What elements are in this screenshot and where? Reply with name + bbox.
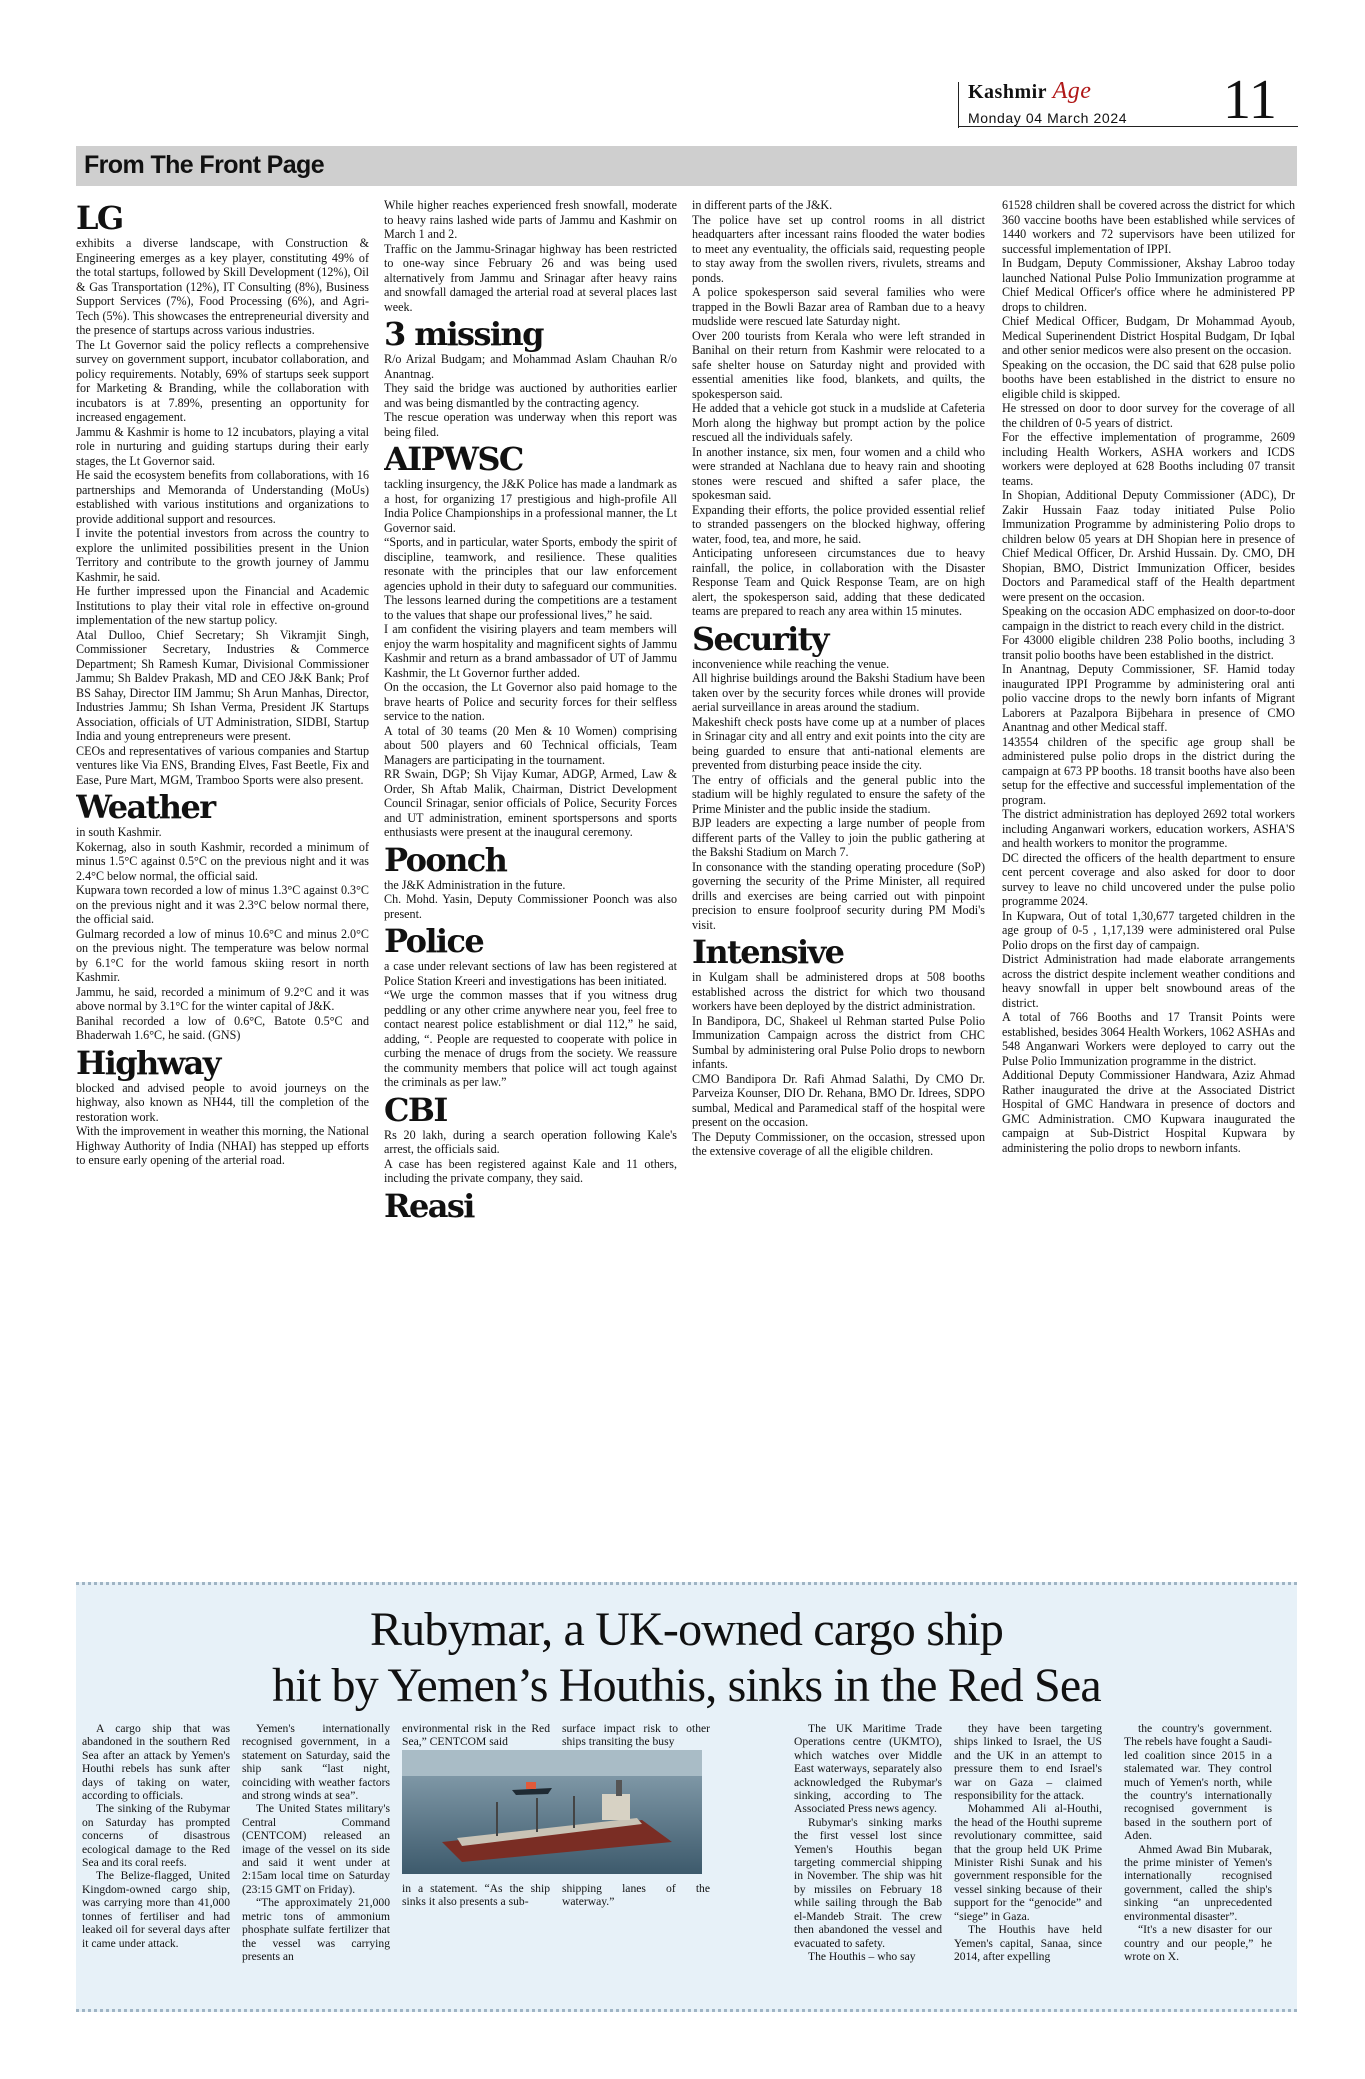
paragraph: Jammu & Kashmir is home to 12 incubators, playing a vital role in nurturing and guiding startups during their early stages, the Lt Governor said. xyxy=(76,424,369,468)
paragraph: Over 200 tourists from Kerala who were left stranded in Banihal on their return from Kashmir were relocated to a safe shelter house on Saturday night and provided with essential amenities like food, blankets, and quilts, the spokesperson said. xyxy=(692,328,985,401)
paragraph: Additional Deputy Commissioner Handwara, Aziz Ahmad Rather inaugurated the drive at the Associated District Hospital of GMC Handwara in presence of doctors and GMC Administration. CMO Kupwara inaugurated the campaign at Sub-District Hospital Kupwara by administering the polio drops to newborn infants. xyxy=(1002,1068,1295,1155)
feature-column-3-top: environmental risk in the Red Sea,” CENTCOM said xyxy=(402,1722,550,1749)
paragraph: The Lt Governor said the policy reflects a comprehensive survey on government support, incubator collaboration, and policy requirements. Notably, 69% of startups seek support for Marketing & Branding, while the collaboration with incubators is at 7.89%, presenting an opportunity for increased engagement. xyxy=(76,337,369,424)
paragraph: A police spokesperson said several families who were trapped in the Bowli Bazar area of Ramban due to a heavy mudslide were rescued late Saturday night. xyxy=(692,285,985,328)
paragraph: On the occasion, the Lt Governor also paid homage to the brave hearts of Police and security forces for their selfless service to the nation. xyxy=(384,680,677,723)
paragraph: He added that a vehicle got stuck in a mudslide at Cafeteria Morh along the highway but prompt action by the police rescued all the individuals safely. xyxy=(692,401,985,444)
paragraph: The police have set up control rooms in all district headquarters after incessant rains flooded the water bodies to meet any eventuality, the officials said, requesting people to stay away from the swollen rivers, rivulets, streams and ponds. xyxy=(692,212,985,285)
paragraph: in Kulgam shall be administered drops at 508 booths established across the district for which two thousand workers have been deployed by the district administration. xyxy=(692,970,985,1013)
story-heading-poonch: Poonch xyxy=(384,840,507,879)
story-heading-3-missing: 3 missing xyxy=(384,315,543,353)
paragraph: blocked and advised people to avoid journeys on the highway, also known as NH44, till the completion of the restoration work. xyxy=(76,1080,369,1124)
feature-column-5 xyxy=(794,1722,942,1997)
paragraph: Jammu, he said, recorded a minimum of 9.2°C and it was above normal by 3.1°C for the winter capital of J&K. xyxy=(76,984,369,1013)
paragraph: CMO Bandipora Dr. Rafi Ahmad Salathi, Dy CMO Dr. Parveiza Kounser, DIO Dr. Rehana, BMO Dr. Idrees, SDPO sumbal, Medical and Paramedical staff of the hospital were present on the occasion. xyxy=(692,1071,985,1129)
story-heading-lg: LG xyxy=(76,199,123,237)
paragraph: “We urge the common masses that if you witness drug peddling or any other crime anywhere near you, feel free to contact nearest police establishment or dial 112,” he said, adding, “. People are requested to cooperate with police in curbing the menace of drugs from the society. We reassure the community members that police will act tough against the criminals as per law.” xyxy=(384,988,677,1089)
story-heading-cbi: CBI xyxy=(384,1090,447,1129)
dotted-rule-top xyxy=(76,1582,1297,1588)
paragraph: A case has been registered against Kale and 11 others, including the private company, they said. xyxy=(384,1156,677,1185)
paragraph: All highrise buildings around the Bakshi Stadium have been taken over by the security forces while drones will provide aerial surveillance in areas around the stadium. xyxy=(692,671,985,714)
paragraph: Makeshift check posts have come up at a number of places in Srinagar city and all entry and exit points into the city are being guarded to ensure that anti-national elements are prevented from disturbing peace inside the city. xyxy=(692,714,985,772)
paragraph: District Administration had made elaborate arrangements across the district despite inclement weather conditions and heavy snowfall in upper belt snowbound areas of the district. xyxy=(1002,952,1295,1010)
paragraph: I am confident the visiring players and team members will enjoy the warm hospitality and magnificent sights of Jammu Kashmir and return as a brand ambassador of UT of Jammu Kashmir, the Lt Governor further added. xyxy=(384,622,677,680)
issue-date: Monday 04 March 2024 xyxy=(968,110,1128,126)
paragraph: BJP leaders are expecting a large number of people from different parts of the Valley to join the public gathering at the Bakshi Stadium on March 7. xyxy=(692,816,985,859)
paragraph: The UK Maritime Trade Operations centre (UKMTO), which watches over Middle East waterways, separately also acknowledged the Rubymar's sinking, according to The Associated Press news agency. xyxy=(794,1722,942,1816)
logo-age: Age xyxy=(1052,78,1092,104)
paragraph: The Houthis have held Yemen's capital, Sanaa, since 2014, after expelling xyxy=(954,1923,1102,1963)
paragraph: They said the bridge was auctioned by authorities earlier and was being dismantled by the contracting agency. xyxy=(384,381,677,410)
paragraph: CEOs and representatives of various companies and Startup ventures like Via ENS, Branding Elves, Fast Beetle, Fix and Ease, Pure Mart, MGM, Tramboo Sports were also present. xyxy=(76,743,369,787)
feature-column-1 xyxy=(82,1722,230,1997)
paragraph: Chief Medical Officer, Budgam, Dr Mohammad Ayoub, Medical Superinendent District Hospital Budgam, Dr Iqbal and other senior medicos were also present on the occasion. xyxy=(1002,314,1295,357)
dotted-rule-bottom xyxy=(76,2006,1297,2012)
paragraph: inconvenience while reaching the venue. xyxy=(692,656,890,671)
paragraph: The United States military's Central Command (CENTCOM) released an image of the vessel on its side and said it went under at 2:15am local time on Saturday (23:15 GMT on Friday). xyxy=(242,1802,390,1896)
paragraph: R/o Arizal Budgam; and Mohammad Aslam Chauhan R/o Anantnag. xyxy=(384,352,677,381)
paragraph: DC directed the officers of the health department to ensure cent percent coverage and also asked for door to door survey to leave no child uncovered under the pulse polio programme 2024. xyxy=(1002,850,1295,908)
paragraph: Ch. Mohd. Yasin, Deputy Commissioner Poonch was also present. xyxy=(384,892,677,921)
paragraph: Kokernag, also in south Kashmir, recorded a minimum of minus 1.5°C against 0.5°C on the previous night and it was 2.4°C below normal, the official said. xyxy=(76,839,369,883)
paragraph: In consonance with the standing operating procedure (SoP) governing the security of the Prime Minister, all required drills and exercises are being carried out with pinpoint precision to ensure foolproof security during PM Modi's visit. xyxy=(692,859,985,932)
feature-headline xyxy=(76,1602,1297,1714)
section-title: From The Front Page xyxy=(84,151,325,179)
paragraph: He further impressed upon the Financial and Academic Institutions to play their vital role in effective on-ground implementation of the new startup policy. xyxy=(76,584,369,627)
paragraph: Gulmarg recorded a low of minus 10.6°C and minus 2.0°C on the previous night. The temperature was below normal by 6.1°C for the world famous skiing resort in north Kashmir. xyxy=(76,926,369,984)
newspaper-logo xyxy=(968,78,1091,105)
paragraph: The entry of officials and the general public into the stadium will be highly regulated to ensure the safety of the Prime Minister and the public inside the stadium. xyxy=(692,772,985,816)
article-column-4 xyxy=(1002,198,1295,1553)
paragraph: He said the ecosystem benefits from collaborations, with 16 partnerships and Memoranda of Understanding (MoUs) established with various institutions and organizations to provide additional support and resources. xyxy=(76,468,369,526)
paragraph: they have been targeting ships linked to Israel, the US and the UK in an attempt to pressure them to end Israel's war on Gaza – claimed responsibility for the attack. xyxy=(954,1722,1102,1803)
ship-image xyxy=(402,1750,702,1874)
article-column-1 xyxy=(76,198,369,1553)
feature-story-box xyxy=(76,1582,1297,2012)
paragraph: The district administration has deployed 2692 total workers including Anganwari workers, education workers, ASHA'S and health workers to monitor the programme. xyxy=(1002,807,1295,850)
masthead-divider xyxy=(958,82,959,128)
headline-line-2: hit by Yemen’s Houthis, sinks in the Red Sea xyxy=(272,1659,1101,1712)
paragraph: With the improvement in weather this morning, the National Highway Authority of India (NHAI) has stepped up efforts to ensure early opening of the arterial road. xyxy=(76,1124,369,1167)
paragraph: Mohammed Ali al-Houthi, the head of the Houthi supreme revolutionary committee, said that the group held UK Prime Minister Rishi Sunak and his government responsible for the vessel sinking because of their support for the “genocide” and “siege” in Gaza. xyxy=(954,1802,1102,1923)
paragraph: I invite the potential investors from across the country to explore the unlimited possibilities present in the Union Territory and contribute to the growth journey of Jammu Kashmir, he said. xyxy=(76,526,369,584)
story-heading-police: Police xyxy=(384,922,484,960)
feature-column-7 xyxy=(1124,1722,1272,1997)
paragraph: Speaking on the occasion ADC emphasized on door-to-door campaign in the district to reach every child in the district. xyxy=(1002,604,1295,633)
paragraph: the J&K Administration in the future. xyxy=(384,877,566,892)
paragraph: 143554 children of the specific age group shall be administered pulse polio drops in the district during the campaign at 673 PP booths. 18 transit booths have also been setup for the effective and successful implementation of the program. xyxy=(1002,734,1295,807)
article-column-2 xyxy=(384,198,677,1553)
paragraph: tackling insurgency, the J&K Police has made a landmark as a host, for organizing 17 prestigious and high-profile All India Police Championships in a professional manner, the Lt Governor said. xyxy=(384,477,677,535)
story-heading-security: Security xyxy=(692,619,828,658)
paragraph: The Deputy Commissioner, on the occasion, stressed upon the extensive coverage of all the eligible children. xyxy=(692,1129,985,1158)
paragraph: exhibits a diverse landscape, with Construction & Engineering emerges as a key player, constituting 49% of the total startups, followed by Skill Development (12%), Oil & Gas Transportation (12%), IT Consulting (8%), Business Support Services (7%), Food Processing (6%), and Agri-Tech (5%). This showcases the entrepreneurial diversity and the presence of startups across various industries. xyxy=(76,236,369,337)
paragraph: The Belize-flagged, United Kingdom-owned cargo ship, was carrying more than 41,000 tonnes of fertiliser and had leaked oil for several days after it came under attack. xyxy=(82,1869,230,1950)
story-heading-weather: Weather xyxy=(76,788,215,826)
headline-line-1: Rubymar, a UK-owned cargo ship xyxy=(369,1603,1004,1656)
paragraph: In Shopian, Additional Deputy Commissioner (ADC), Dr Zakir Hussain Faaz today initiated Pulse Polio Immunization Programme by administering Polio drops to children below 05 years at DH Shopian here in presence of Chief Medical Officer, Dr. Arshid Hussain. Dy. CMO, DH Shopian, BMO, District Immunization Officer, besides Doctors and Paramedical staff of the Health department were present on the occasion. xyxy=(1002,488,1295,604)
paragraph: In Bandipora, DC, Shakeel ul Rehman started Pulse Polio Immunization Campaign across the district from CHC Sumbal by administering oral Pulse Polio drops to newborn infants. xyxy=(692,1013,985,1071)
paragraph: While higher reaches experienced fresh snowfall, moderate to heavy rains lashed wide parts of Jammu and Kashmir on March 1 and 2. xyxy=(384,198,677,241)
paragraph: Expanding their efforts, the police provided essential relief to stranded passengers on the blocked highway, offering water, food, tea, and more, he said. xyxy=(692,502,985,546)
paragraph: In Kupwara, Out of total 1,30,677 targeted children in the age group of 0-5 , 1,17,139 were administered oral Pulse Polio drops on the first day of campaign. xyxy=(1002,908,1295,952)
paragraph: The rescue operation was underway when this report was being filed. xyxy=(384,410,677,439)
paragraph: “The approximately 21,000 metric tons of ammonium phosphate sulfate fertilizer that the vessel was carrying presents an xyxy=(242,1896,390,1963)
story-heading-intensive: Intensive xyxy=(692,933,844,971)
paragraph: “It's a new disaster for our country and our people,” he wrote on X. xyxy=(1124,1923,1272,1963)
page-number: 11 xyxy=(1223,69,1277,131)
paragraph: For 43000 eligible children 238 Polio booths, including 3 transit polio booths have been established in the district. xyxy=(1002,633,1295,662)
paragraph: Ahmed Awad Bin Mubarak, the prime minister of Yemen's internationally recognised government, called the ship's sinking “an unprecedented environmental disaster”. xyxy=(1124,1842,1272,1923)
section-header xyxy=(76,146,1297,186)
paragraph: Anticipating unforeseen circumstances due to heavy rainfall, the police, in collaboration with the Disaster Response Team and Quick Response Team, are on high alert, the spokesperson said, adding that these dedicated teams are prepared to reach any area within 15 minutes. xyxy=(692,546,985,618)
paragraph: RR Swain, DGP; Sh Vijay Kumar, ADGP, Armed, Law & Order, Sh Aftab Malik, Chairman, District Development Council Srinagar, senior officials of Police, Security Forces and UT administration, eminent sportspersons and sports enthusiasts were present at the inaugural ceremony. xyxy=(384,767,677,839)
feature-column-3-bottom: in a statement. “As the ship sinks it also presents a sub- xyxy=(402,1882,550,1909)
story-heading-reasi: Reasi xyxy=(384,1186,474,1225)
story-heading-highway: Highway xyxy=(76,1043,220,1082)
feature-column-4-top: surface impact risk to other ships transiting the busy xyxy=(562,1722,710,1749)
paragraph: Kupwara town recorded a low of minus 1.3°C against 0.3°C on the previous night and it was 2.3°C below normal there, the official said. xyxy=(76,883,369,926)
feature-column-2 xyxy=(242,1722,390,1997)
feature-column-4-bottom: shipping lanes of the waterway.” xyxy=(562,1882,710,1909)
paragraph: in different parts of the J&K. xyxy=(692,198,833,212)
paragraph: 61528 children shall be covered across the district for which 360 vaccine booths have been established while services of 1440 workers and 72 supervisors have been utilized for successful implementation of IPPI. xyxy=(1002,198,1295,256)
logo-kashmir: Kashmir xyxy=(968,81,1048,103)
paragraph: For the effective implementation of programme, 2609 including Health Workers, ASHA workers and ICDS workers were deployed at 628 Booths including 07 transit teams. xyxy=(1002,430,1295,488)
paragraph: He stressed on door to door survey for the coverage of all the children of 0-5 years of district. xyxy=(1002,401,1295,430)
paragraph: a case under relevant sections of law has been registered at Police Station Kreeri and investigations has been initiated. xyxy=(384,959,677,988)
paragraph: In another instance, six men, four women and a child who were stranded at Nachlana due to heavy rain and shooting stones were rescued and shifted a safer place, the spokesman said. xyxy=(692,444,985,502)
paragraph: Banihal recorded a low of 0.6°C, Batote 0.5°C and Bhaderwah 1.6°C, he said. (GNS) xyxy=(76,1013,369,1042)
paragraph: “Sports, and in particular, water Sports, embody the spirit of discipline, teamwork, and resilience. These qualities resonate with the principles that our law enforcement agencies uphold in their duty to safeguard our communities. The lessons learned during the competitions are a testament to the values that shape our professional lives,” he said. xyxy=(384,535,677,622)
paragraph: Rubymar's sinking marks the first vessel lost since Yemen's Houthis began targeting commercial shipping in November. The ship was hit by missiles on February 18 while sailing through the Bab el-Mandeb Strait. The crew then abandoned the vessel and evacuated to safety. xyxy=(794,1815,942,1950)
paragraph: The sinking of the Rubymar on Saturday has prompted concerns of disastrous ecological damage to the Red Sea and its coral reefs. xyxy=(82,1802,230,1870)
paragraph: A total of 30 teams (20 Men & 10 Women) comprising about 500 players and 60 Technical officials, Team Managers are participating in the tournament. xyxy=(384,723,677,767)
paragraph: The Houthis – who say xyxy=(808,1949,916,1963)
paragraph: Yemen's internationally recognised government, in a statement on Saturday, said the ship sank “last night, coinciding with weather factors and strong winds at sea”. xyxy=(242,1722,390,1803)
paragraph: In Budgam, Deputy Commissioner, Akshay Labroo today launched National Pulse Polio Immunization programme at Chief Medical Officer's office where he administered PP drops to children. xyxy=(1002,256,1295,314)
paragraph: A total of 766 Booths and 17 Transit Points were established, besides 3064 Health Workers, 1062 ASHAs and 548 Anganwari Workers were deployed to carry out the Pulse Polio Immunization programme in the district. xyxy=(1002,1010,1295,1068)
paragraph: Rs 20 lakh, during a search operation following Kale's arrest, the officials said. xyxy=(384,1127,677,1156)
story-heading-aipwsc: AIPWSC xyxy=(384,440,523,478)
paragraph: Atal Dulloo, Chief Secretary; Sh Vikramjit Singh, Commissioner Secretary, Industries & Commerce Department; Sh Ramesh Kumar, Divisional Commissioner Jammu; Sh Baldev Prakash, MD and CEO J&K Bank; Prof BS Sahay, Director IIM Jammu; Sh Arun Manhas, Director, Industries Jammu; Sh Ishan Verma, President JK Startups Association, officials of UT Administration, SIDBI, Startup India and young entrepreneurs were present. xyxy=(76,627,369,743)
paragraph: in south Kashmir. xyxy=(76,825,162,839)
paragraph: the country's government. The rebels have fought a Saudi-led coalition since 2015 in a stalemated war. They control much of Yemen's north, while the country's internationally recognised government is based in the southern port of Aden. xyxy=(1124,1722,1272,1843)
masthead xyxy=(958,69,1298,132)
paragraph: Traffic on the Jammu-Srinagar highway has been restricted to one-way since February 26 and was being used alternatively from Jammu and Srinagar after heavy rains and snowfall damaged the arterial road at several places last week. xyxy=(384,241,677,314)
article-column-3 xyxy=(692,198,985,1553)
paragraph: A cargo ship that was abandoned in the southern Red Sea after an attack by Yemen's Houthi rebels has sunk after days of taking on water, according to officials. xyxy=(82,1722,230,1803)
sinking-ship-photo xyxy=(402,1750,702,1970)
feature-column-6 xyxy=(954,1722,1102,1997)
paragraph: In Anantnag, Deputy Commissioner, SF. Hamid today inaugurated IPPI Programme by administering oral anti polio vaccine drops to the newly born infants of Migrant Laborers at Pazalpora Bijbehara in presence of CMO Anantnag and other Medical staff. xyxy=(1002,662,1295,734)
paragraph: Speaking on the occasion, the DC said that 628 pulse polio booths have been established in the district to ensure no eligible child is skipped. xyxy=(1002,357,1295,401)
